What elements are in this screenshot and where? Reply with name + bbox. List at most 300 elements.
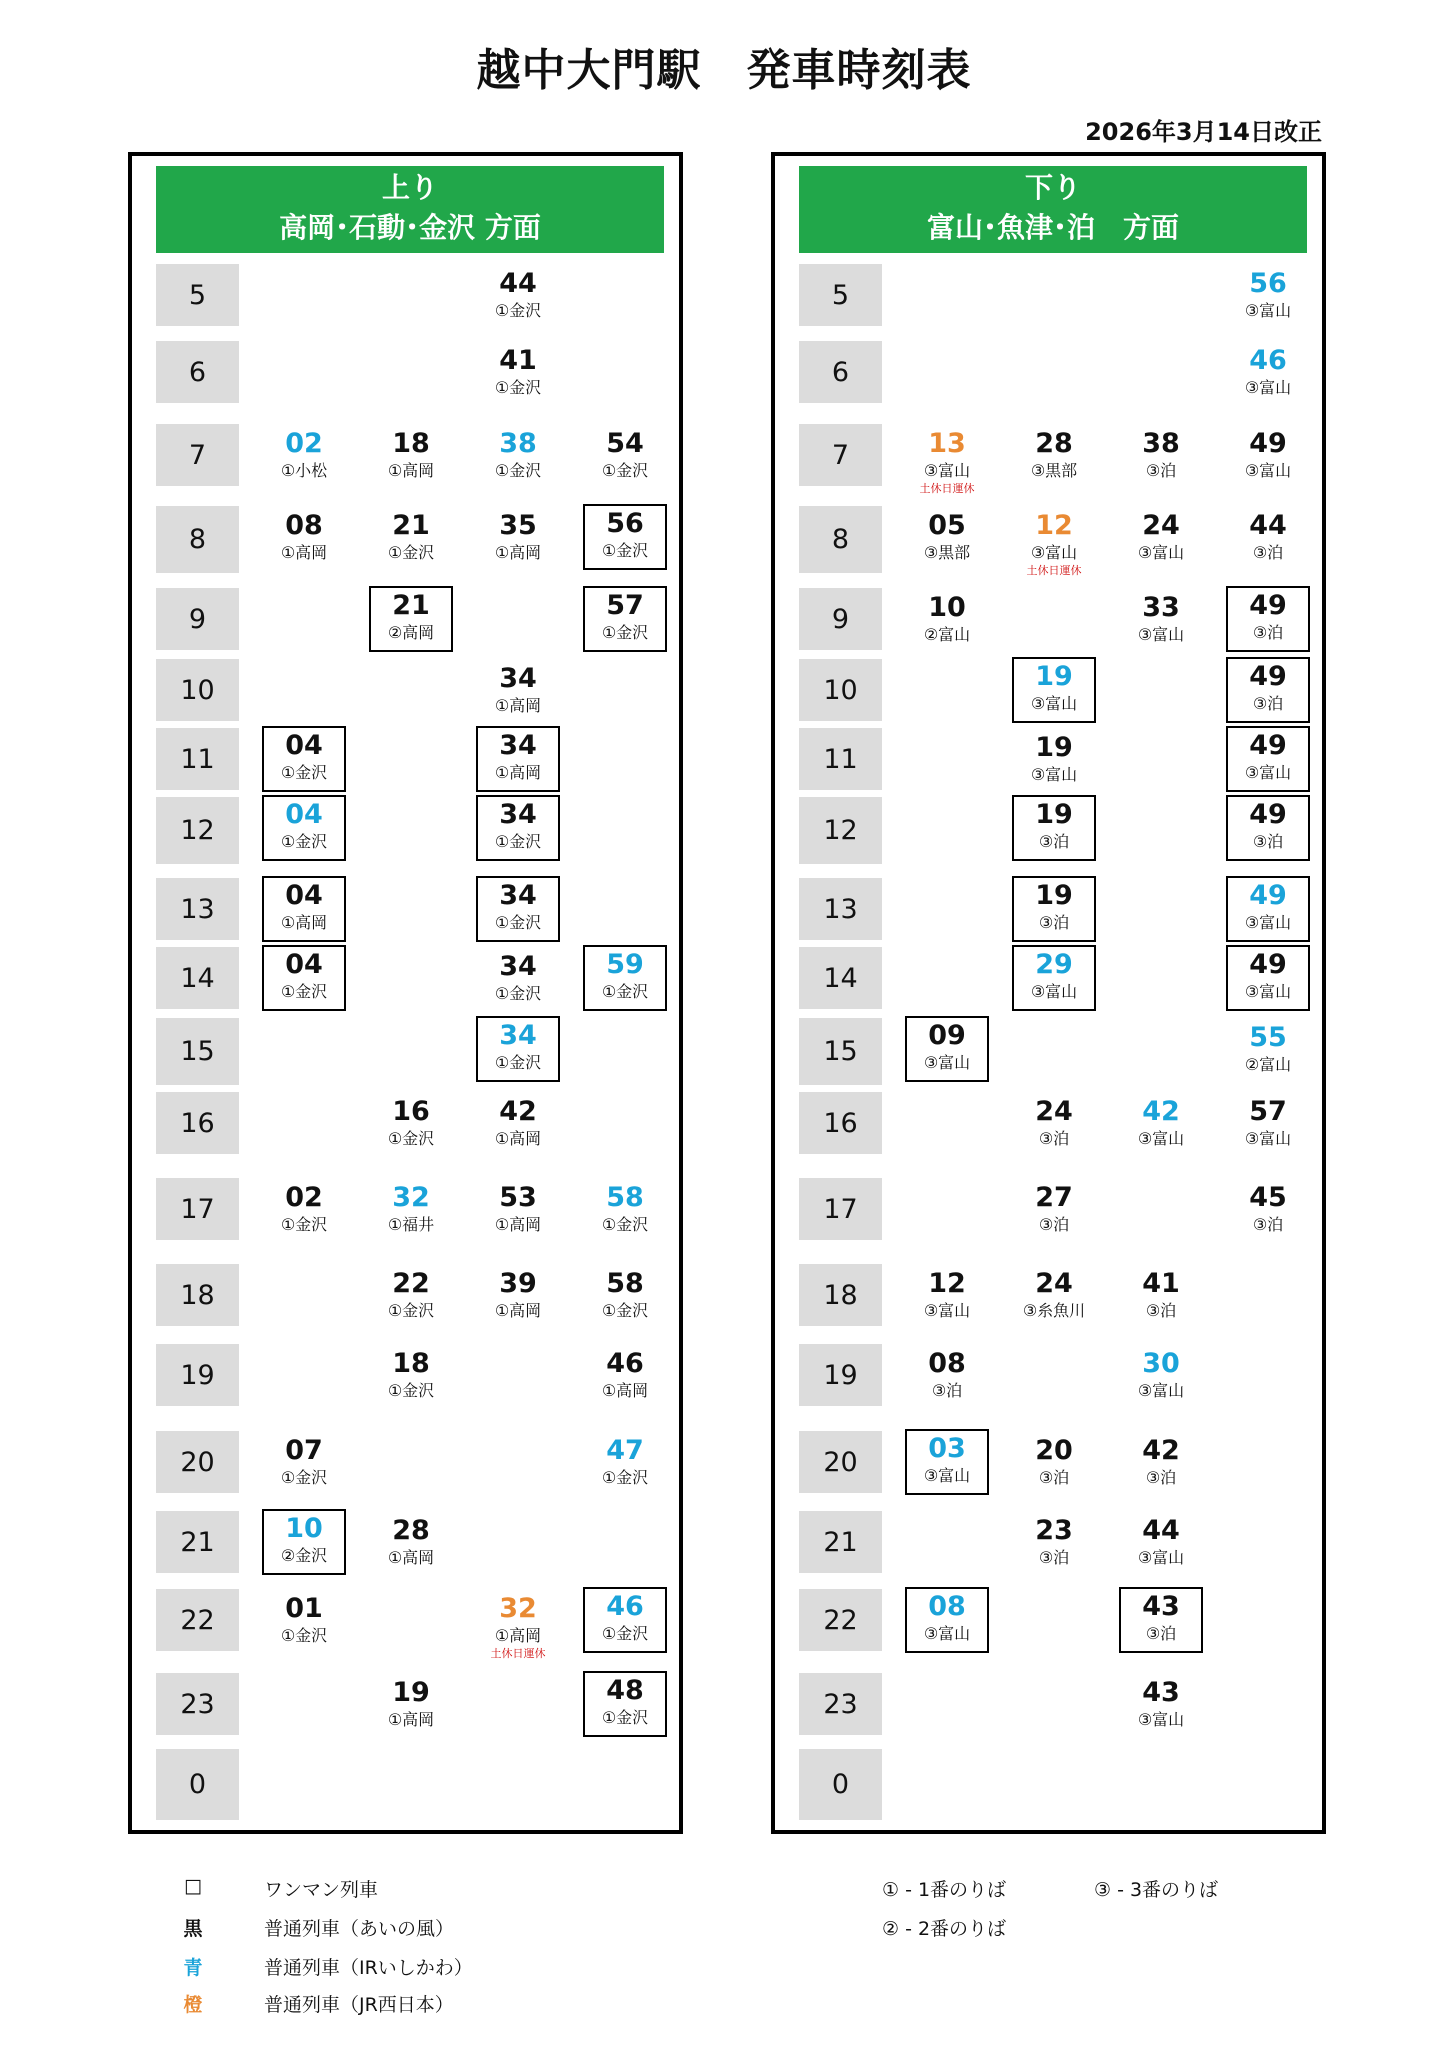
departure-minute: 33 [1142,592,1180,623]
departure [1226,1180,1310,1246]
departure-minute: 10 [928,592,966,623]
hour-label: 10 [799,659,882,721]
departure-oneman [583,586,667,652]
departure-oneman [583,1587,667,1653]
departure-minute: 49 [1249,730,1287,761]
hour-row [799,506,1307,577]
departure-oneman [262,876,346,942]
departure-minute: 42 [1142,1096,1180,1127]
departure-oneman [905,1587,989,1653]
hour-row [799,659,1307,721]
departure-minute: 45 [1249,1182,1287,1213]
departure-platform-destination: ③泊 [1252,1215,1284,1234]
departure [1119,1675,1203,1741]
departure-platform-destination: ①金沢 [280,982,328,1001]
departure-platform-destination: ①高岡 [494,543,542,562]
departure-minute: 56 [606,508,644,539]
hour-label: 13 [799,878,882,940]
hour-label: 9 [799,588,882,650]
departure-platform-destination: ③泊 [1252,832,1284,851]
hour-label: 8 [799,506,882,573]
departure [1012,426,1096,492]
departure-minute: 24 [1035,1096,1073,1127]
departure-minute: 19 [1035,732,1073,763]
departure-minute: 20 [1035,1435,1073,1466]
departure-minute: 19 [1035,661,1073,692]
hour-row [156,341,664,403]
panel-up-header [156,166,664,253]
hour-label: 13 [156,878,239,940]
hour-label: 5 [156,264,239,326]
departure-minute: 44 [499,268,537,299]
hour-row [156,1178,664,1240]
departure-platform-destination: ①高岡 [280,543,328,562]
departure-platform-destination: ①金沢 [494,1053,542,1072]
hour-row [799,588,1307,650]
departure-note: 土休日運休 [919,482,975,495]
departure-minute: 34 [499,799,537,830]
departure-platform-destination: ②富山 [1244,1055,1292,1074]
hour-row [156,1344,664,1406]
departure-oneman [905,1429,989,1495]
hour-row [156,588,664,650]
hour-label: 23 [799,1673,882,1735]
departure-platform-destination: ①金沢 [601,1708,649,1727]
departure-minute: 19 [1035,880,1073,911]
departure-oneman [1012,657,1096,723]
departure-oneman [262,726,346,792]
departure-oneman [476,876,560,942]
departure [905,1346,989,1412]
departure-platform-destination: ③富山 [1244,982,1292,1001]
departure-minute: 58 [606,1182,644,1213]
panel-up [128,152,683,1834]
departure-platform-destination: ①金沢 [280,1468,328,1487]
departure [1012,1266,1096,1332]
departure [262,1433,346,1499]
hour-row [799,1092,1307,1154]
hour-label: 8 [156,506,239,573]
departure-platform-destination: ①高岡 [494,1129,542,1148]
departure [1226,508,1310,574]
departure [1119,1513,1203,1579]
departure [262,1180,346,1246]
hour-label: 22 [799,1589,882,1651]
departure-minute: 38 [499,428,537,459]
departure-minute: 43 [1142,1591,1180,1622]
hour-row [799,728,1307,790]
departure-minute: 04 [285,880,323,911]
legend-label: 普通列車（JR西日本） [264,1994,454,2016]
departure-platform-destination: ①金沢 [387,543,435,562]
departure-minute: 24 [1035,1268,1073,1299]
departure-platform-destination: ③富山 [923,1466,971,1485]
hour-label: 11 [156,728,239,790]
departure [262,508,346,574]
legend-label: ワンマン列車 [264,1879,379,1901]
departure-oneman [476,1016,560,1082]
departure-minute: 43 [1142,1677,1180,1708]
hour-label: 14 [156,947,239,1009]
departure-minute: 34 [499,663,537,694]
departure [1012,1433,1096,1499]
departure [583,1346,667,1412]
departure-platform-destination: ①金沢 [601,1301,649,1320]
hour-row [156,1511,664,1573]
departure-platform-destination: ③泊 [1145,1301,1177,1320]
hour-label: 20 [799,1431,882,1493]
departure [369,1266,453,1332]
departure-minute: 34 [499,951,537,982]
hour-row [156,264,664,326]
departure-platform-destination: ①金沢 [494,832,542,851]
departure-minute: 34 [499,1020,537,1051]
departure-platform-destination: ③黒部 [923,543,971,562]
departure-platform-destination: ③富山 [923,461,971,480]
hour-row [799,1511,1307,1573]
departure-oneman [262,1509,346,1575]
destination-label: 富山･魚津･泊 方面 [926,211,1179,244]
departure [476,1266,560,1332]
hour-label: 23 [156,1673,239,1735]
platform-note-1: ① - 1番のりば [882,1879,1007,1901]
departure-platform-destination: ③富山 [1137,1710,1185,1729]
departure-minute: 08 [285,510,323,541]
legend-symbol: □ [184,1875,202,1897]
departure [262,1591,346,1657]
legend-label: 普通列車（IRいしかわ） [264,1957,473,1979]
departure-platform-destination: ①金沢 [387,1129,435,1148]
hour-row [799,1018,1307,1085]
departure-platform-destination: ①金沢 [601,623,649,642]
hour-label: 18 [156,1264,239,1326]
departure-minute: 32 [392,1182,430,1213]
hour-label: 21 [156,1511,239,1573]
departure-platform-destination: ①高岡 [494,1215,542,1234]
hour-row [799,1589,1307,1651]
departure-minute: 28 [1035,428,1073,459]
departure-platform-destination: ①高岡 [494,1626,542,1645]
departure-platform-destination: ③泊 [1038,832,1070,851]
departure-minute: 54 [606,428,644,459]
departure-platform-destination: ③泊 [1252,694,1284,713]
hour-label: 21 [799,1511,882,1573]
hour-row [799,1264,1307,1326]
departure [476,1094,560,1160]
departure-minute: 07 [285,1435,323,1466]
hour-label: 12 [156,797,239,864]
hour-row [799,947,1307,1009]
panel-down [771,152,1326,1834]
departure-platform-destination: ③泊 [1252,543,1284,562]
departure-minute: 57 [606,590,644,621]
departure-oneman [1012,876,1096,942]
departure [476,508,560,574]
hour-row [156,1264,664,1326]
departure-minute: 03 [928,1433,966,1464]
departure-platform-destination: ③富山 [1244,461,1292,480]
departure-minute: 23 [1035,1515,1073,1546]
departure-platform-destination: ①高岡 [601,1381,649,1400]
departure [1226,343,1310,409]
departure-platform-destination: ①金沢 [601,461,649,480]
departure-platform-destination: ①金沢 [280,832,328,851]
departure-platform-destination: ①高岡 [280,913,328,932]
hour-row [156,947,664,1009]
departure [476,1180,560,1246]
departure-minute: 18 [392,1348,430,1379]
departure [583,426,667,492]
hour-label: 7 [156,424,239,486]
departure-platform-destination: ③黒部 [1030,461,1078,480]
departure-minute: 30 [1142,1348,1180,1379]
page-title: 越中大門駅 発車時刻表 [476,45,972,96]
departure-oneman [905,1016,989,1082]
legend-symbol: 黒 [183,1918,203,1940]
departure [1226,266,1310,332]
departure-platform-destination: ①高岡 [494,1301,542,1320]
departure-minute: 39 [499,1268,537,1299]
departure-platform-destination: ①金沢 [601,1624,649,1643]
departure [583,1180,667,1246]
departure-platform-destination: ③富山 [1137,1548,1185,1567]
departure-minute: 18 [392,428,430,459]
hour-label: 5 [799,264,882,326]
departure-platform-destination: ③富山 [923,1301,971,1320]
departure-minute: 59 [606,949,644,980]
departure-minute: 16 [392,1096,430,1127]
departure-oneman [1226,726,1310,792]
departure-minute: 21 [392,590,430,621]
departure-platform-destination: ③富山 [1030,694,1078,713]
departure-oneman [1012,795,1096,861]
hour-label: 16 [799,1092,882,1154]
departure-platform-destination: ①小松 [280,461,328,480]
departure [369,508,453,574]
departure-minute: 49 [1249,949,1287,980]
hour-label: 12 [799,797,882,864]
revision-date: 2026年3月14日改正 [1085,118,1322,146]
departure-minute: 57 [1249,1096,1287,1127]
departure-oneman [583,945,667,1011]
hour-label: 19 [156,1344,239,1406]
departure [1119,1266,1203,1332]
departure [1119,590,1203,656]
departure-minute: 35 [499,510,537,541]
legend-label: 普通列車（あいの風） [264,1918,455,1940]
destination-label: 高岡･石動･金沢 方面 [279,211,541,244]
departure-minute: 12 [1035,510,1073,541]
departure-platform-destination: ①金沢 [280,763,328,782]
departure-platform-destination: ①金沢 [601,541,649,560]
departure-minute: 49 [1249,590,1287,621]
departure [369,1180,453,1246]
departure [1119,426,1203,492]
departure-minute: 55 [1249,1022,1287,1053]
departure-minute: 21 [392,510,430,541]
departure-minute: 46 [606,1591,644,1622]
departure-minute: 44 [1249,510,1287,541]
departure-minute: 19 [1035,799,1073,830]
departure-minute: 46 [1249,345,1287,376]
hour-row [156,728,664,790]
departure-platform-destination: ①金沢 [601,982,649,1001]
departure [1119,1346,1203,1412]
hour-row [156,797,664,864]
departure-platform-destination: ②金沢 [280,1546,328,1565]
departure-minute: 24 [1142,510,1180,541]
departure-oneman [476,726,560,792]
departure [1226,426,1310,492]
hour-label: 16 [156,1092,239,1154]
departure-minute: 49 [1249,880,1287,911]
departure-platform-destination: ③泊 [1038,1468,1070,1487]
hour-label: 17 [156,1178,239,1240]
departure-platform-destination: ①高岡 [494,763,542,782]
departure-platform-destination: ①金沢 [601,1215,649,1234]
hour-row [799,264,1307,326]
departure-platform-destination: ①金沢 [280,1626,328,1645]
departure-oneman [1226,657,1310,723]
departure-minute: 08 [928,1591,966,1622]
departure-minute: 49 [1249,428,1287,459]
hour-row [156,1673,664,1735]
departure-minute: 08 [928,1348,966,1379]
departure-platform-destination: ③泊 [1145,1468,1177,1487]
departure-platform-destination: ③泊 [1038,1548,1070,1567]
departure-platform-destination: ①金沢 [494,378,542,397]
departure [369,1094,453,1160]
departure-minute: 04 [285,730,323,761]
platform-note-3: ③ - 3番のりば [1094,1879,1219,1901]
hour-label: 0 [156,1749,239,1820]
departure-minute: 49 [1249,661,1287,692]
departure-minute: 47 [606,1435,644,1466]
departure-minute: 42 [499,1096,537,1127]
departure-platform-destination: ①高岡 [387,1548,435,1567]
hour-row [799,424,1307,495]
departure-platform-destination: ①金沢 [494,984,542,1003]
hour-label: 18 [799,1264,882,1326]
departure [905,508,989,574]
departure-platform-destination: ③糸魚川 [1022,1301,1086,1320]
departure-oneman [1226,945,1310,1011]
departure [583,1433,667,1499]
departure-oneman [1012,945,1096,1011]
departure-platform-destination: ③富山 [1244,763,1292,782]
departure-minute: 28 [392,1515,430,1546]
departure-platform-destination: ③泊 [931,1381,963,1400]
departure-platform-destination: ③泊 [1252,623,1284,642]
hour-row [156,424,664,486]
departure-minute: 34 [499,730,537,761]
departure-platform-destination: ①高岡 [387,461,435,480]
hour-row [799,1431,1307,1493]
hour-row [156,878,664,940]
platform-note-2: ② - 2番のりば [882,1918,1007,1940]
departure [1226,1094,1310,1160]
departure [476,661,560,727]
departure-oneman [476,795,560,861]
departure-platform-destination: ③泊 [1145,1624,1177,1643]
departure-minute: 04 [285,949,323,980]
departure-platform-destination: ③富山 [1137,1129,1185,1148]
hour-label: 20 [156,1431,239,1493]
departure-platform-destination: ③富山 [1137,543,1185,562]
departure-platform-destination: ②富山 [923,625,971,644]
departure-minute: 38 [1142,428,1180,459]
departure-platform-destination: ③泊 [1038,1215,1070,1234]
hour-row [799,797,1307,864]
hour-row [799,878,1307,940]
departure-platform-destination: ①金沢 [494,913,542,932]
departure [1012,1513,1096,1579]
departure-platform-destination: ③富山 [1030,543,1078,562]
departure-minute: 41 [499,345,537,376]
departure-platform-destination: ③富山 [1244,1129,1292,1148]
departure [1012,508,1096,577]
hour-label: 10 [156,659,239,721]
departure-minute: 44 [1142,1515,1180,1546]
hour-label: 7 [799,424,882,486]
departure [905,590,989,656]
departure-minute: 02 [285,428,323,459]
departure-note: 土休日運休 [1026,564,1082,577]
departure [1119,508,1203,574]
departure [1226,1020,1310,1086]
departure [476,1591,560,1660]
departure-oneman [583,504,667,570]
departure-minute: 22 [392,1268,430,1299]
departure [583,1266,667,1332]
departure-minute: 04 [285,799,323,830]
departure-minute: 56 [1249,268,1287,299]
departure [369,426,453,492]
departure-platform-destination: ③富山 [1244,913,1292,932]
departure-platform-destination: ①金沢 [494,461,542,480]
departure-platform-destination: ①高岡 [494,696,542,715]
departure-oneman [369,586,453,652]
departure-platform-destination: ③富山 [1244,301,1292,320]
hour-label: 22 [156,1589,239,1651]
departure [905,426,989,495]
departure [369,1346,453,1412]
departure-minute: 05 [928,510,966,541]
departure-platform-destination: ①金沢 [494,301,542,320]
departure [1012,1094,1096,1160]
departure-oneman [1119,1587,1203,1653]
legend-symbol: 橙 [183,1994,203,2016]
hour-row [156,1018,664,1085]
legend-symbol: 青 [183,1957,203,1979]
departure [369,1513,453,1579]
departure-minute: 58 [606,1268,644,1299]
departure-minute: 34 [499,880,537,911]
departure [369,1675,453,1741]
departure-minute: 46 [606,1348,644,1379]
departure-minute: 27 [1035,1182,1073,1213]
departure-platform-destination: ①金沢 [387,1381,435,1400]
direction-label: 下り [1024,171,1081,204]
hour-label: 19 [799,1344,882,1406]
departure-platform-destination: ①金沢 [280,1215,328,1234]
departure-oneman [1226,876,1310,942]
departure [1012,730,1096,796]
hour-label: 9 [156,588,239,650]
departure-minute: 12 [928,1268,966,1299]
departure-minute: 29 [1035,949,1073,980]
departure-oneman [1226,586,1310,652]
